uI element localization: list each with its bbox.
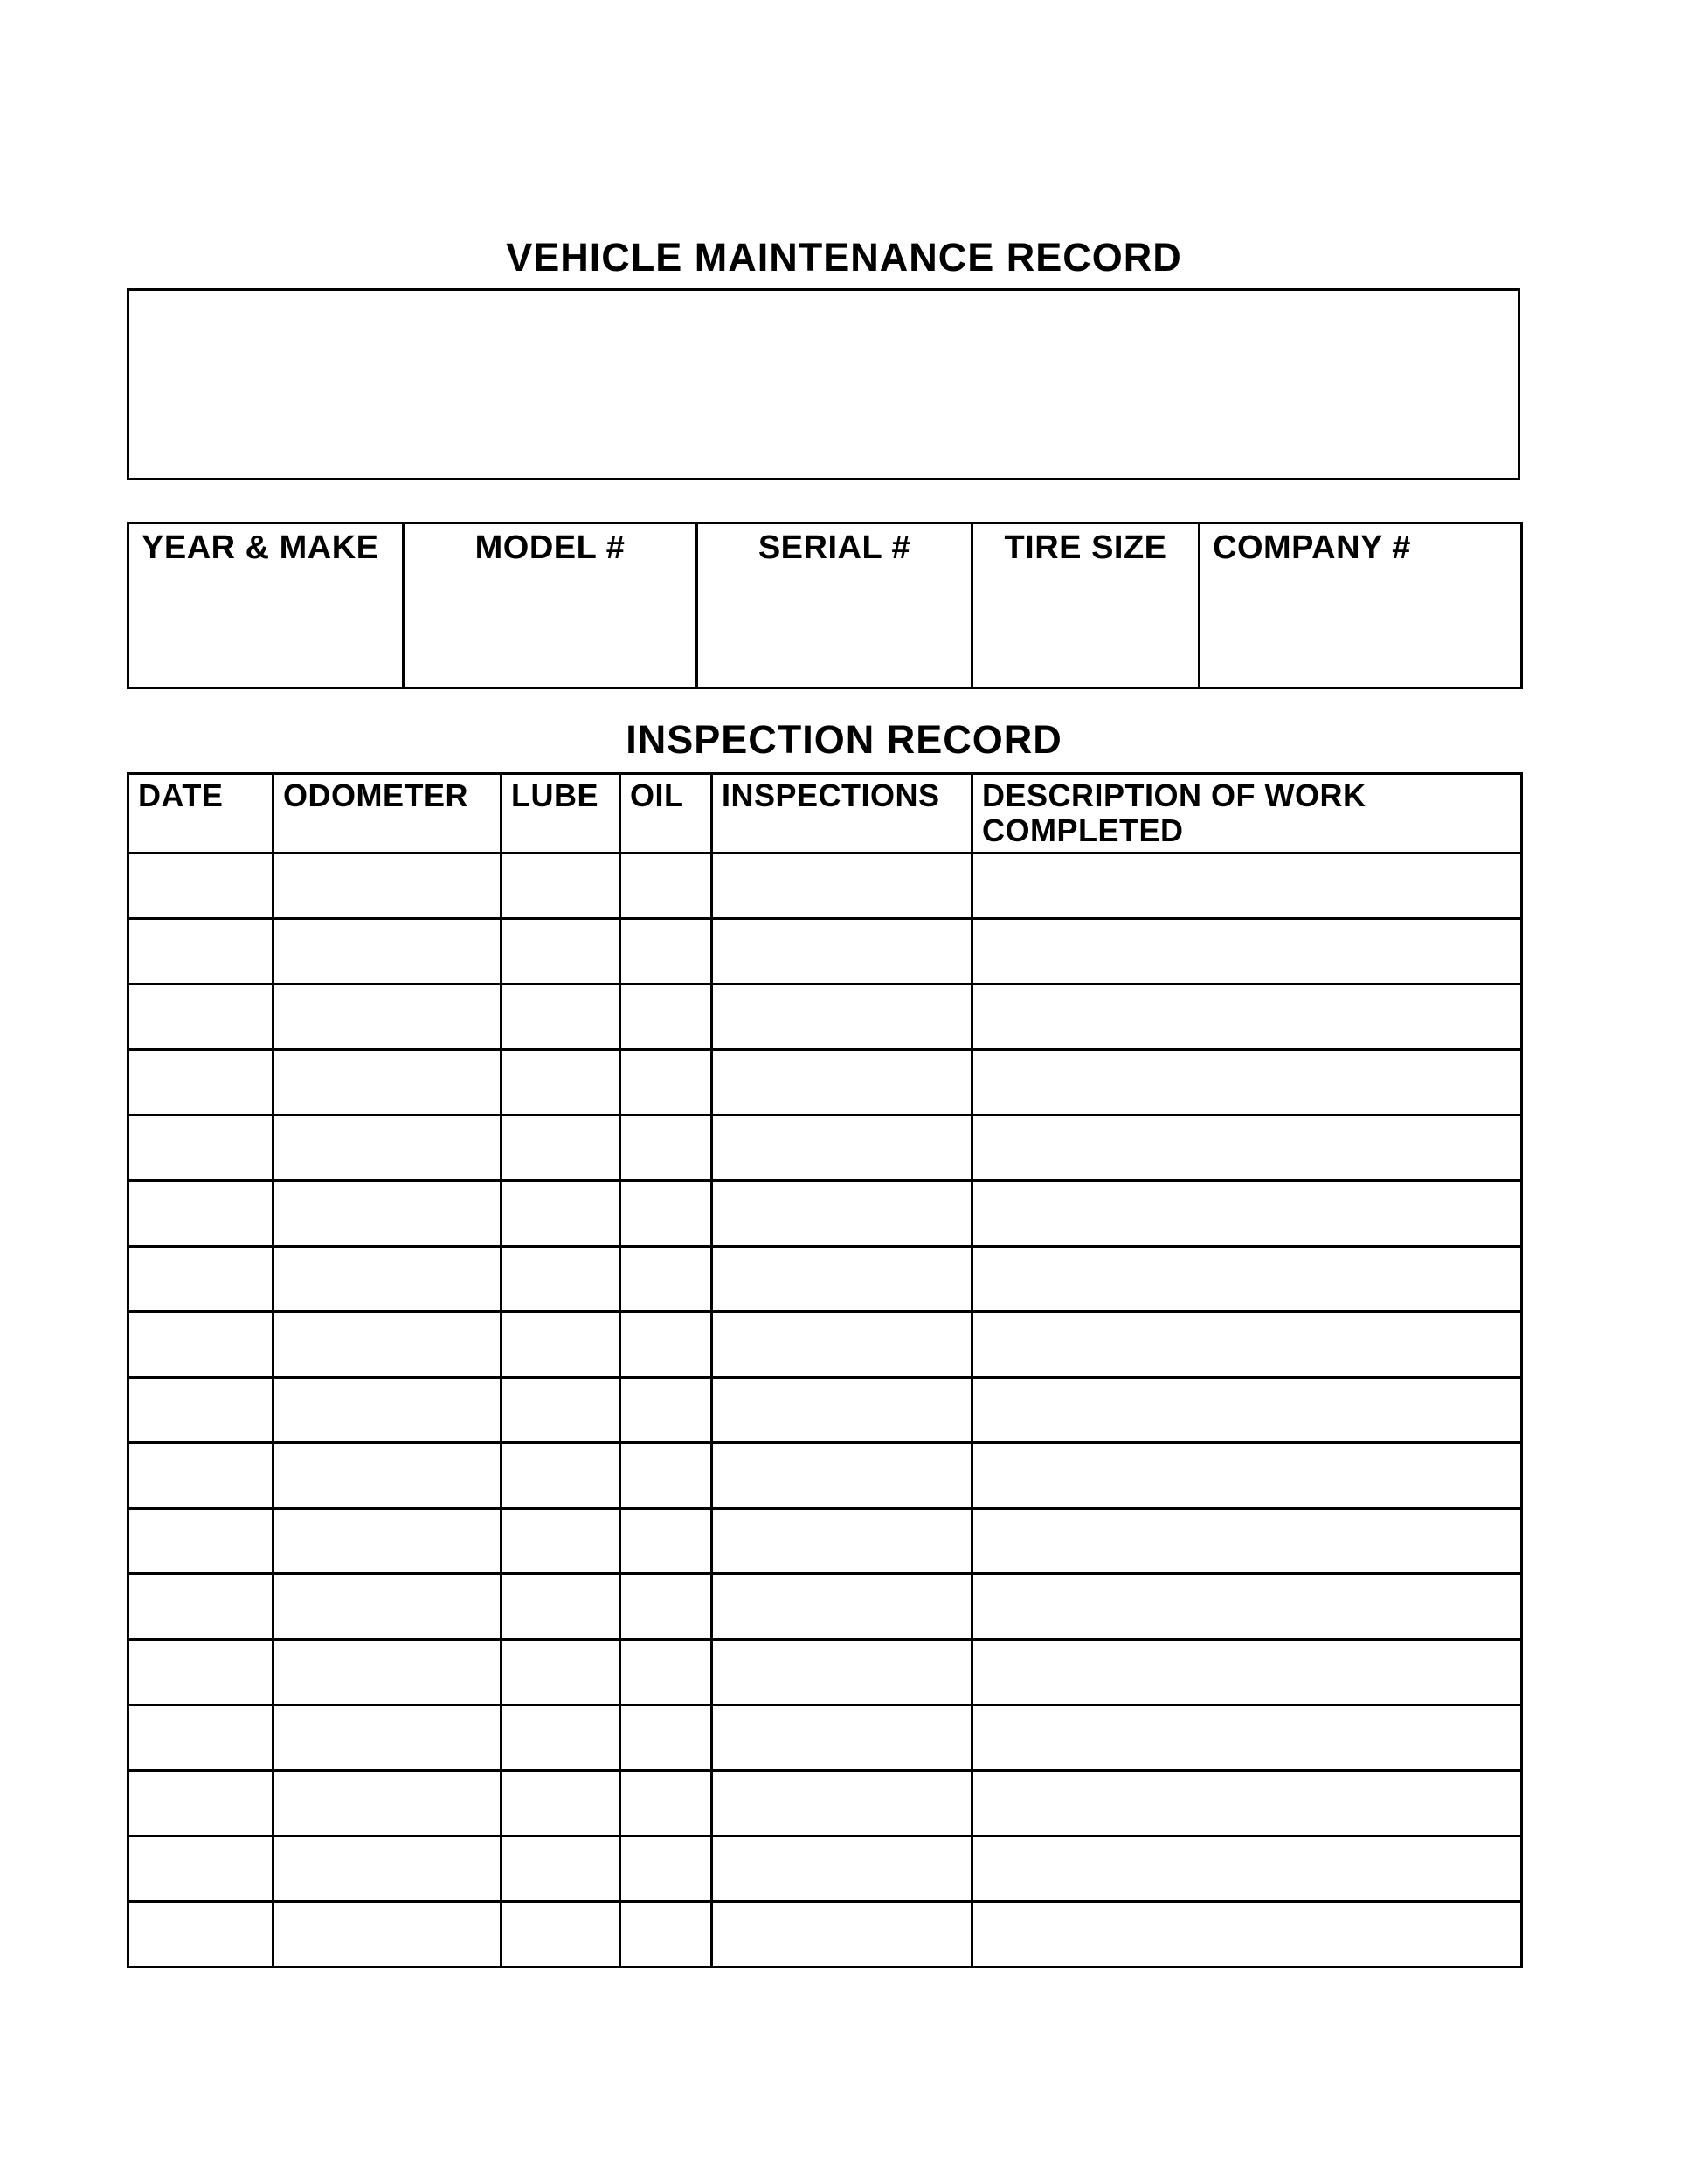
inspection-cell[interactable] — [128, 1116, 273, 1181]
inspection-cell[interactable] — [972, 1378, 1522, 1443]
inspection-cell[interactable] — [502, 1378, 620, 1443]
inspection-cell[interactable] — [972, 1574, 1522, 1640]
inspection-cell[interactable] — [128, 1836, 273, 1902]
inspection-cell[interactable] — [502, 1050, 620, 1116]
inspection-cell[interactable] — [972, 919, 1522, 985]
inspection-row — [128, 1050, 1522, 1116]
inspection-cell[interactable] — [712, 1509, 972, 1574]
inspection-cell[interactable] — [273, 1574, 502, 1640]
vehicle-cell-company[interactable] — [1200, 523, 1522, 688]
inspection-cell[interactable] — [620, 1902, 712, 1967]
inspection-cell[interactable] — [128, 1902, 273, 1967]
inspection-cell[interactable] — [128, 1443, 273, 1509]
inspection-header-odometer: ODOMETER — [273, 774, 502, 854]
inspection-row — [128, 1836, 1522, 1902]
inspection-row — [128, 854, 1522, 919]
inspection-cell[interactable] — [972, 985, 1522, 1050]
inspection-record-table — [127, 772, 1523, 1968]
inspection-cell[interactable] — [620, 1378, 712, 1443]
inspection-cell[interactable] — [502, 1443, 620, 1509]
inspection-cell[interactable] — [712, 1247, 972, 1312]
inspection-cell[interactable] — [128, 1050, 273, 1116]
inspection-cell[interactable] — [128, 1378, 273, 1443]
inspection-cell[interactable] — [620, 1509, 712, 1574]
inspection-cell[interactable] — [972, 1902, 1522, 1967]
inspection-cell[interactable] — [620, 1050, 712, 1116]
inspection-cell[interactable] — [620, 919, 712, 985]
inspection-cell[interactable] — [128, 1640, 273, 1705]
inspection-header-inspections: INSPECTIONS — [712, 774, 972, 854]
vehicle-cell-model[interactable] — [404, 523, 697, 688]
inspection-cell[interactable] — [502, 919, 620, 985]
inspection-cell[interactable] — [712, 1050, 972, 1116]
inspection-cell[interactable] — [502, 854, 620, 919]
document-title: VEHICLE MAINTENANCE RECORD — [506, 235, 1182, 280]
inspection-cell[interactable] — [502, 1705, 620, 1771]
vehicle-header-model: MODEL # — [474, 529, 626, 566]
inspection-cell[interactable] — [620, 1705, 712, 1771]
inspection-row — [128, 1247, 1522, 1312]
inspection-cell[interactable] — [712, 1443, 972, 1509]
inspection-cell[interactable] — [972, 1705, 1522, 1771]
inspection-cell[interactable] — [128, 1705, 273, 1771]
inspection-cell[interactable] — [972, 1771, 1522, 1836]
inspection-cell[interactable] — [620, 1836, 712, 1902]
inspection-header-row — [128, 774, 1522, 854]
inspection-cell[interactable] — [273, 1640, 502, 1705]
inspection-row — [128, 919, 1522, 985]
inspection-cell[interactable] — [712, 1378, 972, 1443]
inspection-cell[interactable] — [712, 1116, 972, 1181]
inspection-cell[interactable] — [620, 1443, 712, 1509]
inspection-cell[interactable] — [128, 1771, 273, 1836]
inspection-cell[interactable] — [502, 1836, 620, 1902]
inspection-cell[interactable] — [502, 985, 620, 1050]
vehicle-header-serial: SERIAL # — [758, 529, 911, 566]
inspection-cell[interactable] — [273, 1443, 502, 1509]
inspection-cell[interactable] — [712, 985, 972, 1050]
inspection-cell[interactable] — [502, 1247, 620, 1312]
inspection-cell[interactable] — [128, 1509, 273, 1574]
inspection-row — [128, 1574, 1522, 1640]
vehicle-info-table — [127, 522, 1523, 689]
inspection-cell[interactable] — [273, 1312, 502, 1378]
inspection-cell[interactable] — [128, 1247, 273, 1312]
inspection-cell[interactable] — [273, 1378, 502, 1443]
vehicle-notes-box[interactable] — [127, 288, 1520, 480]
inspection-row — [128, 1771, 1522, 1836]
inspection-cell[interactable] — [620, 1574, 712, 1640]
inspection-record-title: INSPECTION RECORD — [626, 717, 1062, 762]
inspection-cell[interactable] — [273, 854, 502, 919]
inspection-cell[interactable] — [502, 1902, 620, 1967]
inspection-cell[interactable] — [273, 1050, 502, 1116]
inspection-cell[interactable] — [128, 1574, 273, 1640]
inspection-header-lube: LUBE — [502, 774, 620, 854]
inspection-header-date: DATE — [128, 774, 273, 854]
inspection-cell[interactable] — [502, 1771, 620, 1836]
inspection-cell[interactable] — [273, 1836, 502, 1902]
inspection-cell[interactable] — [128, 985, 273, 1050]
inspection-cell[interactable] — [712, 1181, 972, 1247]
inspection-cell[interactable] — [972, 1836, 1522, 1902]
inspection-cell[interactable] — [128, 919, 273, 985]
inspection-cell[interactable] — [502, 1181, 620, 1247]
inspection-cell[interactable] — [620, 1116, 712, 1181]
inspection-cell[interactable] — [273, 1771, 502, 1836]
inspection-cell[interactable] — [273, 1116, 502, 1181]
inspection-cell[interactable] — [972, 1050, 1522, 1116]
inspection-cell[interactable] — [712, 854, 972, 919]
inspection-cell[interactable] — [273, 1181, 502, 1247]
inspection-cell[interactable] — [128, 1312, 273, 1378]
inspection-cell[interactable] — [273, 1509, 502, 1574]
inspection-cell[interactable] — [620, 1181, 712, 1247]
inspection-cell[interactable] — [502, 1509, 620, 1574]
inspection-row — [128, 1443, 1522, 1509]
inspection-cell[interactable] — [273, 1902, 502, 1967]
inspection-cell[interactable] — [972, 1312, 1522, 1378]
inspection-cell[interactable] — [620, 1771, 712, 1836]
inspection-cell[interactable] — [620, 1640, 712, 1705]
inspection-cell[interactable] — [972, 1181, 1522, 1247]
inspection-row — [128, 1640, 1522, 1705]
inspection-cell[interactable] — [502, 1116, 620, 1181]
inspection-header-oil: OIL — [620, 774, 712, 854]
vehicle-cell-serial[interactable] — [697, 523, 972, 688]
inspection-cell[interactable] — [712, 1312, 972, 1378]
vehicle-header-tire-size: TIRE SIZE — [1004, 529, 1167, 566]
inspection-row — [128, 1312, 1522, 1378]
inspection-cell[interactable] — [712, 1705, 972, 1771]
inspection-row — [128, 1705, 1522, 1771]
inspection-cell[interactable] — [972, 854, 1522, 919]
inspection-row — [128, 1509, 1522, 1574]
inspection-cell[interactable] — [273, 1705, 502, 1771]
inspection-cell[interactable] — [128, 854, 273, 919]
inspection-row — [128, 1181, 1522, 1247]
inspection-cell[interactable] — [273, 919, 502, 985]
inspection-cell[interactable] — [620, 1247, 712, 1312]
inspection-row — [128, 1116, 1522, 1181]
inspection-cell[interactable] — [712, 1771, 972, 1836]
inspection-cell[interactable] — [273, 1247, 502, 1312]
inspection-cell[interactable] — [712, 1902, 972, 1967]
inspection-cell[interactable] — [502, 1640, 620, 1705]
inspection-row — [128, 1378, 1522, 1443]
inspection-cell[interactable] — [972, 1509, 1522, 1574]
inspection-row — [128, 1902, 1522, 1967]
inspection-cell[interactable] — [972, 1640, 1522, 1705]
inspection-header-description: DESCRIPTION OF WORK COMPLETED — [972, 774, 1522, 854]
inspection-cell[interactable] — [128, 1181, 273, 1247]
inspection-cell[interactable] — [972, 1247, 1522, 1312]
inspection-cell[interactable] — [620, 985, 712, 1050]
inspection-cell[interactable] — [502, 1312, 620, 1378]
vehicle-header-year-make: YEAR & MAKE — [142, 529, 379, 566]
inspection-cell[interactable] — [972, 1443, 1522, 1509]
inspection-cell[interactable] — [972, 1116, 1522, 1181]
inspection-cell[interactable] — [712, 1640, 972, 1705]
inspection-cell[interactable] — [273, 985, 502, 1050]
inspection-cell[interactable] — [712, 1836, 972, 1902]
inspection-cell[interactable] — [620, 854, 712, 919]
inspection-cell[interactable] — [502, 1574, 620, 1640]
inspection-cell[interactable] — [712, 1574, 972, 1640]
vehicle-header-company: COMPANY # — [1213, 529, 1411, 566]
vehicle-info-row — [128, 523, 1522, 688]
vehicle-cell-year-make[interactable] — [128, 523, 404, 688]
inspection-row — [128, 985, 1522, 1050]
vehicle-cell-tire-size[interactable] — [972, 523, 1200, 688]
inspection-cell[interactable] — [620, 1312, 712, 1378]
inspection-cell[interactable] — [712, 919, 972, 985]
